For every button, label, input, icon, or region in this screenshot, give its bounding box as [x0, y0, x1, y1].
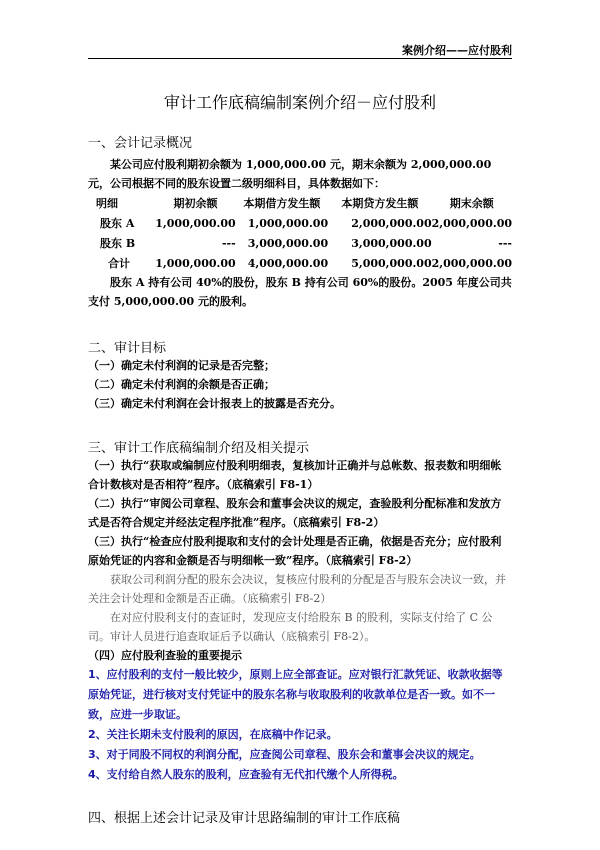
table-cell: 1,000,000.00 [155, 216, 236, 230]
objective-item: （三）确定未付利润在会计报表上的披露是否充分。 [88, 397, 341, 410]
ledger-header-row [96, 193, 512, 213]
table-cell: 3,000,000.00 [247, 236, 329, 250]
table-cell: --- [498, 236, 512, 250]
procedure-item: （一）执行“获取或编制应付股利明细表，复核加计正确并与总帐数、报表数和明细帐合计数核对是否相符”程序。（底稿索引 F8-1） [88, 459, 502, 491]
table-cell: 5,000,000.00 [351, 256, 432, 270]
document-title: 审计工作底稿编制案例介绍－应付股利 [163, 93, 436, 112]
section-2-heading: 二、审计目标 [88, 341, 167, 356]
section-1-note: 股东 A 持有公司 40%的股份，股东 B 持有公司 60%的股份。2005 年度公司共支付 5,000,000.00 元的股利。 [88, 276, 512, 308]
section-1-heading: 一、会计记录概况 [88, 136, 193, 151]
ledger-header-cell: 期末余额 [449, 197, 494, 210]
tip-item: 1、应付股利的支付一般比较少，原则上应全部查证。应对银行汇款凭证、收款收据等原始凭证，进行核对支付凭证中的股东名称与收取股利的收款单位是否一致。如不一致，应进一步取证。 [88, 668, 503, 721]
ledger-header-cell: 本期借方发生额 [243, 197, 321, 210]
table-cell: 1,000,000.00 [155, 256, 236, 270]
tip-item: 2、关注长期未支付股利的原因，在底稿中作记录。 [88, 728, 338, 741]
table-cell: 4,000,000.00 [247, 256, 329, 270]
procedure-paragraph: 在对应付股利支付的查证时，发现应支付给股东 B 的股利，实际支付给了 C 公司。审计人员进行追查取证后予以确认（底稿索引 F8-2）。 [88, 611, 493, 643]
table-cell: 股东 A [100, 217, 135, 230]
table-cell: 股东 B [100, 237, 136, 250]
section-1 [88, 132, 512, 311]
section-1-intro: 某公司应付股利期初余额为 1,000,000.00 元，期末余额为 2,000,000.00 元，公司根据不同的股东设置二级明细科目，具体数据如下： [88, 158, 492, 190]
table-row [96, 253, 512, 273]
procedure-item: （三）执行“检查应付股利提取和支付的会计处理是否正确，依据是否充分；应付股利原始凭证的内容和金额是否与明细帐一致”程序。（底稿索引 F8-2） [88, 535, 502, 567]
section-3 [88, 437, 512, 785]
ledger-header-cell: 期初余额 [173, 197, 218, 210]
document-body [88, 124, 512, 826]
ledger-header-cell: 本期贷方发生额 [341, 197, 419, 210]
running-header: 案例介绍——应付股利 [402, 44, 512, 57]
objective-item: （二）确定未付利润的余额是否正确； [88, 378, 275, 391]
procedure-item: （二）执行“审阅公司章程、股东会和董事会决议的规定，查验股利分配标准和发放方式是否符合规定并经法定程序批准”程序。（底稿索引 F8-2） [88, 497, 502, 529]
section-2 [88, 337, 512, 413]
table-cell: 2,000,000.00 [431, 256, 512, 270]
table-cell: 2,000,000.00 [351, 216, 432, 230]
objective-item: （一）确定未付利润的记录是否完整； [88, 359, 275, 372]
table-cell: 2,000,000.00 [431, 216, 512, 230]
table-cell: 合计 [108, 257, 130, 270]
tip-item: 3、对于同股不同权的利润分配，应查阅公司章程、股东会和董事会决议的规定。 [88, 748, 481, 761]
procedure-paragraph: 获取公司利润分配的股东会决议，复核应付股利的分配是否与股东会决议一致，并关注会计处理和金额是否正确。（底稿索引 F8-2） [88, 573, 506, 605]
table-cell: 1,000,000.00 [247, 216, 329, 230]
table-cell: --- [221, 236, 236, 250]
section-4 [88, 807, 512, 826]
section-3-heading: 三、审计工作底稿编制介绍及相关提示 [88, 441, 310, 456]
table-row [96, 233, 512, 253]
table-row [96, 213, 512, 233]
section-4-heading: 四、根据上述会计记录及审计思路编制的审计工作底稿 [88, 811, 401, 826]
tips-heading: （四）应付股利查验的重要提示 [88, 649, 242, 662]
ledger-header-cell: 明细 [96, 197, 118, 210]
tip-item: 4、支付给自然人股东的股利，应查验有无代扣代缴个人所得税。 [88, 768, 404, 781]
ledger-table [96, 193, 512, 273]
header-rule [88, 58, 512, 59]
table-cell: 3,000,000.00 [351, 236, 432, 250]
